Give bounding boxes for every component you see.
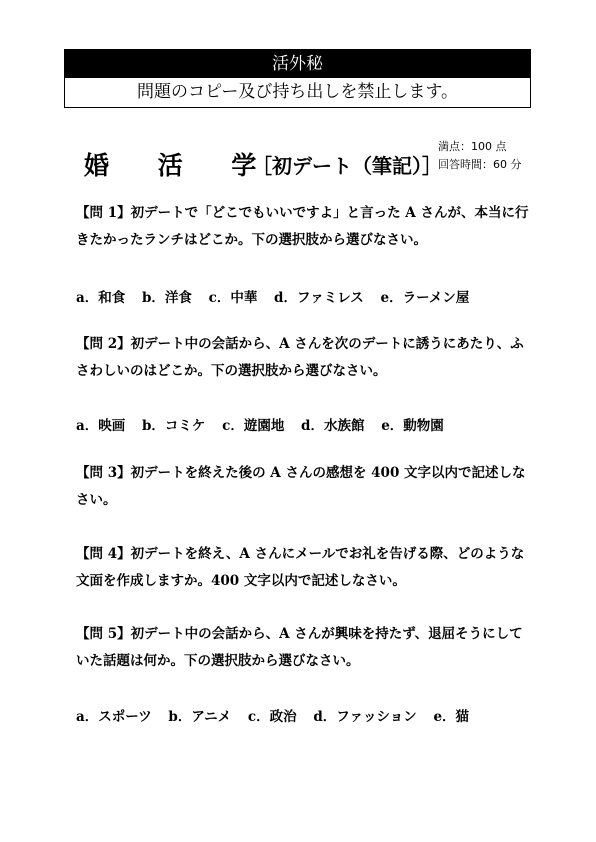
exam-subtitle: ［初デート（筆記）］ [252,154,442,178]
confidential-banner [64,49,531,108]
choice-2c: c．遊園地 [222,418,285,434]
question-5: 【問 5】初デート中の会話から、A さんが興味を持たず、退屈そうにしていた話題は何か。下の選択肢から選びなさい。 [76,626,523,669]
choice-5a: a．スポーツ [76,709,152,725]
choice-5b: b．アニメ [168,709,232,725]
choices-5 [76,705,546,725]
choices-1 [76,286,546,306]
choice-2a: a．映画 [76,418,126,434]
choice-5e: e．猫 [433,709,470,725]
banner-notice: 問題のコピー及び持ち出しを禁止します。 [65,78,530,107]
choice-1d: d．ファミレス [274,290,364,306]
choice-1a: a．和食 [76,290,126,306]
choice-1b: b．洋食 [141,290,192,306]
choice-2d: d．水族館 [301,418,365,434]
choice-1c: c．中華 [208,290,258,306]
question-4: 【問 4】初デートを終え、A さんにメールでお礼を告げる際、どのような文面を作成しますか。400 文字以内で記述しなさい。 [76,546,525,589]
choice-5d: d．ファッション [313,709,417,725]
answer-time: 回答時間：60 分 [438,158,522,171]
question-1: 【問 1】初デートで「どこでもいいですよ」と言った A さんが、本当に行きたかったランチはどこか。下の選択肢から選びなさい。 [76,205,529,248]
question-3: 【問 3】初デートを終えた後の A さんの感想を 400 文字以内で記述しなさい。 [76,465,526,508]
full-score: 満点：100 点 [438,140,507,153]
choice-2e: e．動物園 [381,418,444,434]
exam-title: 婚 活 学 [84,151,277,180]
choice-1e: e．ラーメン屋 [380,290,470,306]
exam-meta [438,138,522,174]
choices-2 [76,414,546,434]
question-2: 【問 2】初デート中の会話から、A さんを次のデートに誘うにあたり、ふさわしいのはどこか。下の選択肢から選びなさい。 [76,336,524,379]
banner-title: 活外秘 [65,50,530,78]
choice-5c: c．政治 [247,709,297,725]
choice-2b: b．コミケ [141,418,206,434]
